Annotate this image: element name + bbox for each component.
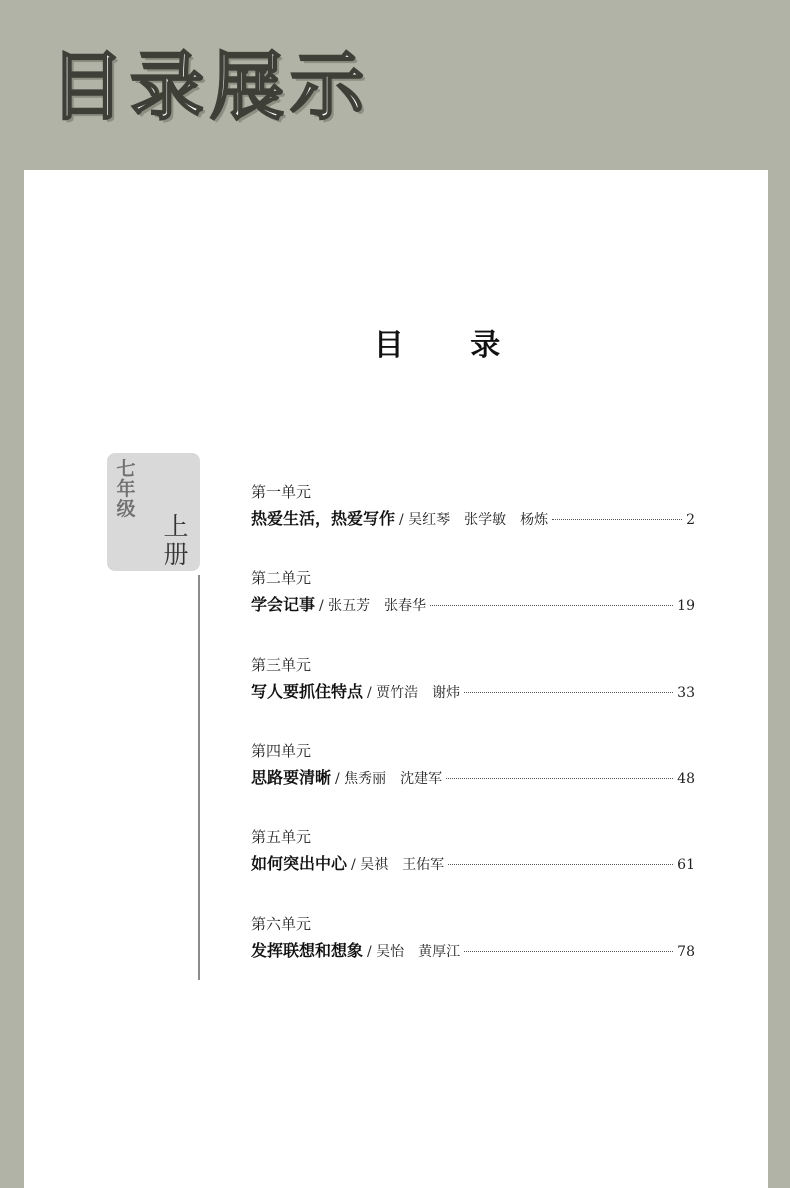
toc-page — [24, 170, 768, 1188]
unit-label: 第五单元 — [251, 828, 312, 846]
toc-entry[interactable] — [251, 594, 695, 617]
toc-entry[interactable] — [251, 853, 695, 876]
entry-authors: / 吴怡 黄厚江 — [367, 944, 461, 960]
grade-label: 七年级 — [116, 458, 136, 520]
banner-title: 目录展示 — [50, 44, 370, 130]
toc-entry[interactable] — [251, 940, 695, 963]
entry-title: 热爱生活，热爱写作 — [251, 509, 396, 528]
dot-leader — [464, 951, 673, 952]
volume-label: 上册 — [163, 512, 189, 569]
toc-entry[interactable] — [251, 681, 695, 704]
toc-entry[interactable] — [251, 767, 695, 790]
entry-title: 思路要清晰 — [251, 768, 332, 787]
page-number: 61 — [677, 857, 695, 873]
toc-heading: 目 录 — [373, 328, 529, 363]
toc-unit-4 — [251, 741, 695, 790]
unit-label: 第六单元 — [251, 915, 312, 933]
toc-unit-2 — [251, 568, 695, 617]
entry-authors: / 焦秀丽 沈建军 — [335, 771, 443, 787]
entry-authors: / 张五芳 张春华 — [319, 598, 427, 614]
entry-authors: / 贾竹浩 谢炜 — [367, 685, 461, 701]
entry-title: 学会记事 — [251, 595, 316, 614]
entry-authors: / 吴红琴 张学敏 杨炼 — [399, 512, 549, 528]
unit-label: 第二单元 — [251, 569, 312, 587]
divider-line — [198, 575, 200, 980]
toc-entry[interactable] — [251, 508, 695, 531]
dot-leader — [446, 778, 673, 779]
entry-title: 写人要抓住特点 — [251, 682, 364, 701]
dot-leader — [448, 864, 673, 865]
grade-tab — [107, 453, 200, 571]
dot-leader — [552, 519, 682, 520]
toc-unit-6 — [251, 914, 695, 963]
page-number: 33 — [677, 685, 695, 701]
toc-unit-5 — [251, 827, 695, 876]
page-number: 2 — [686, 512, 695, 528]
page-number: 19 — [677, 598, 695, 614]
page-number: 78 — [677, 944, 695, 960]
unit-label: 第四单元 — [251, 742, 312, 760]
entry-title: 如何突出中心 — [251, 854, 348, 873]
toc-unit-1 — [251, 482, 695, 531]
entry-authors: / 吴祺 王佑军 — [351, 857, 445, 873]
unit-label: 第三单元 — [251, 656, 312, 674]
page-number: 48 — [677, 771, 695, 787]
entry-title: 发挥联想和想象 — [251, 941, 364, 960]
toc-unit-3 — [251, 655, 695, 704]
dot-leader — [430, 605, 673, 606]
unit-label: 第一单元 — [251, 483, 312, 501]
dot-leader — [464, 692, 673, 693]
